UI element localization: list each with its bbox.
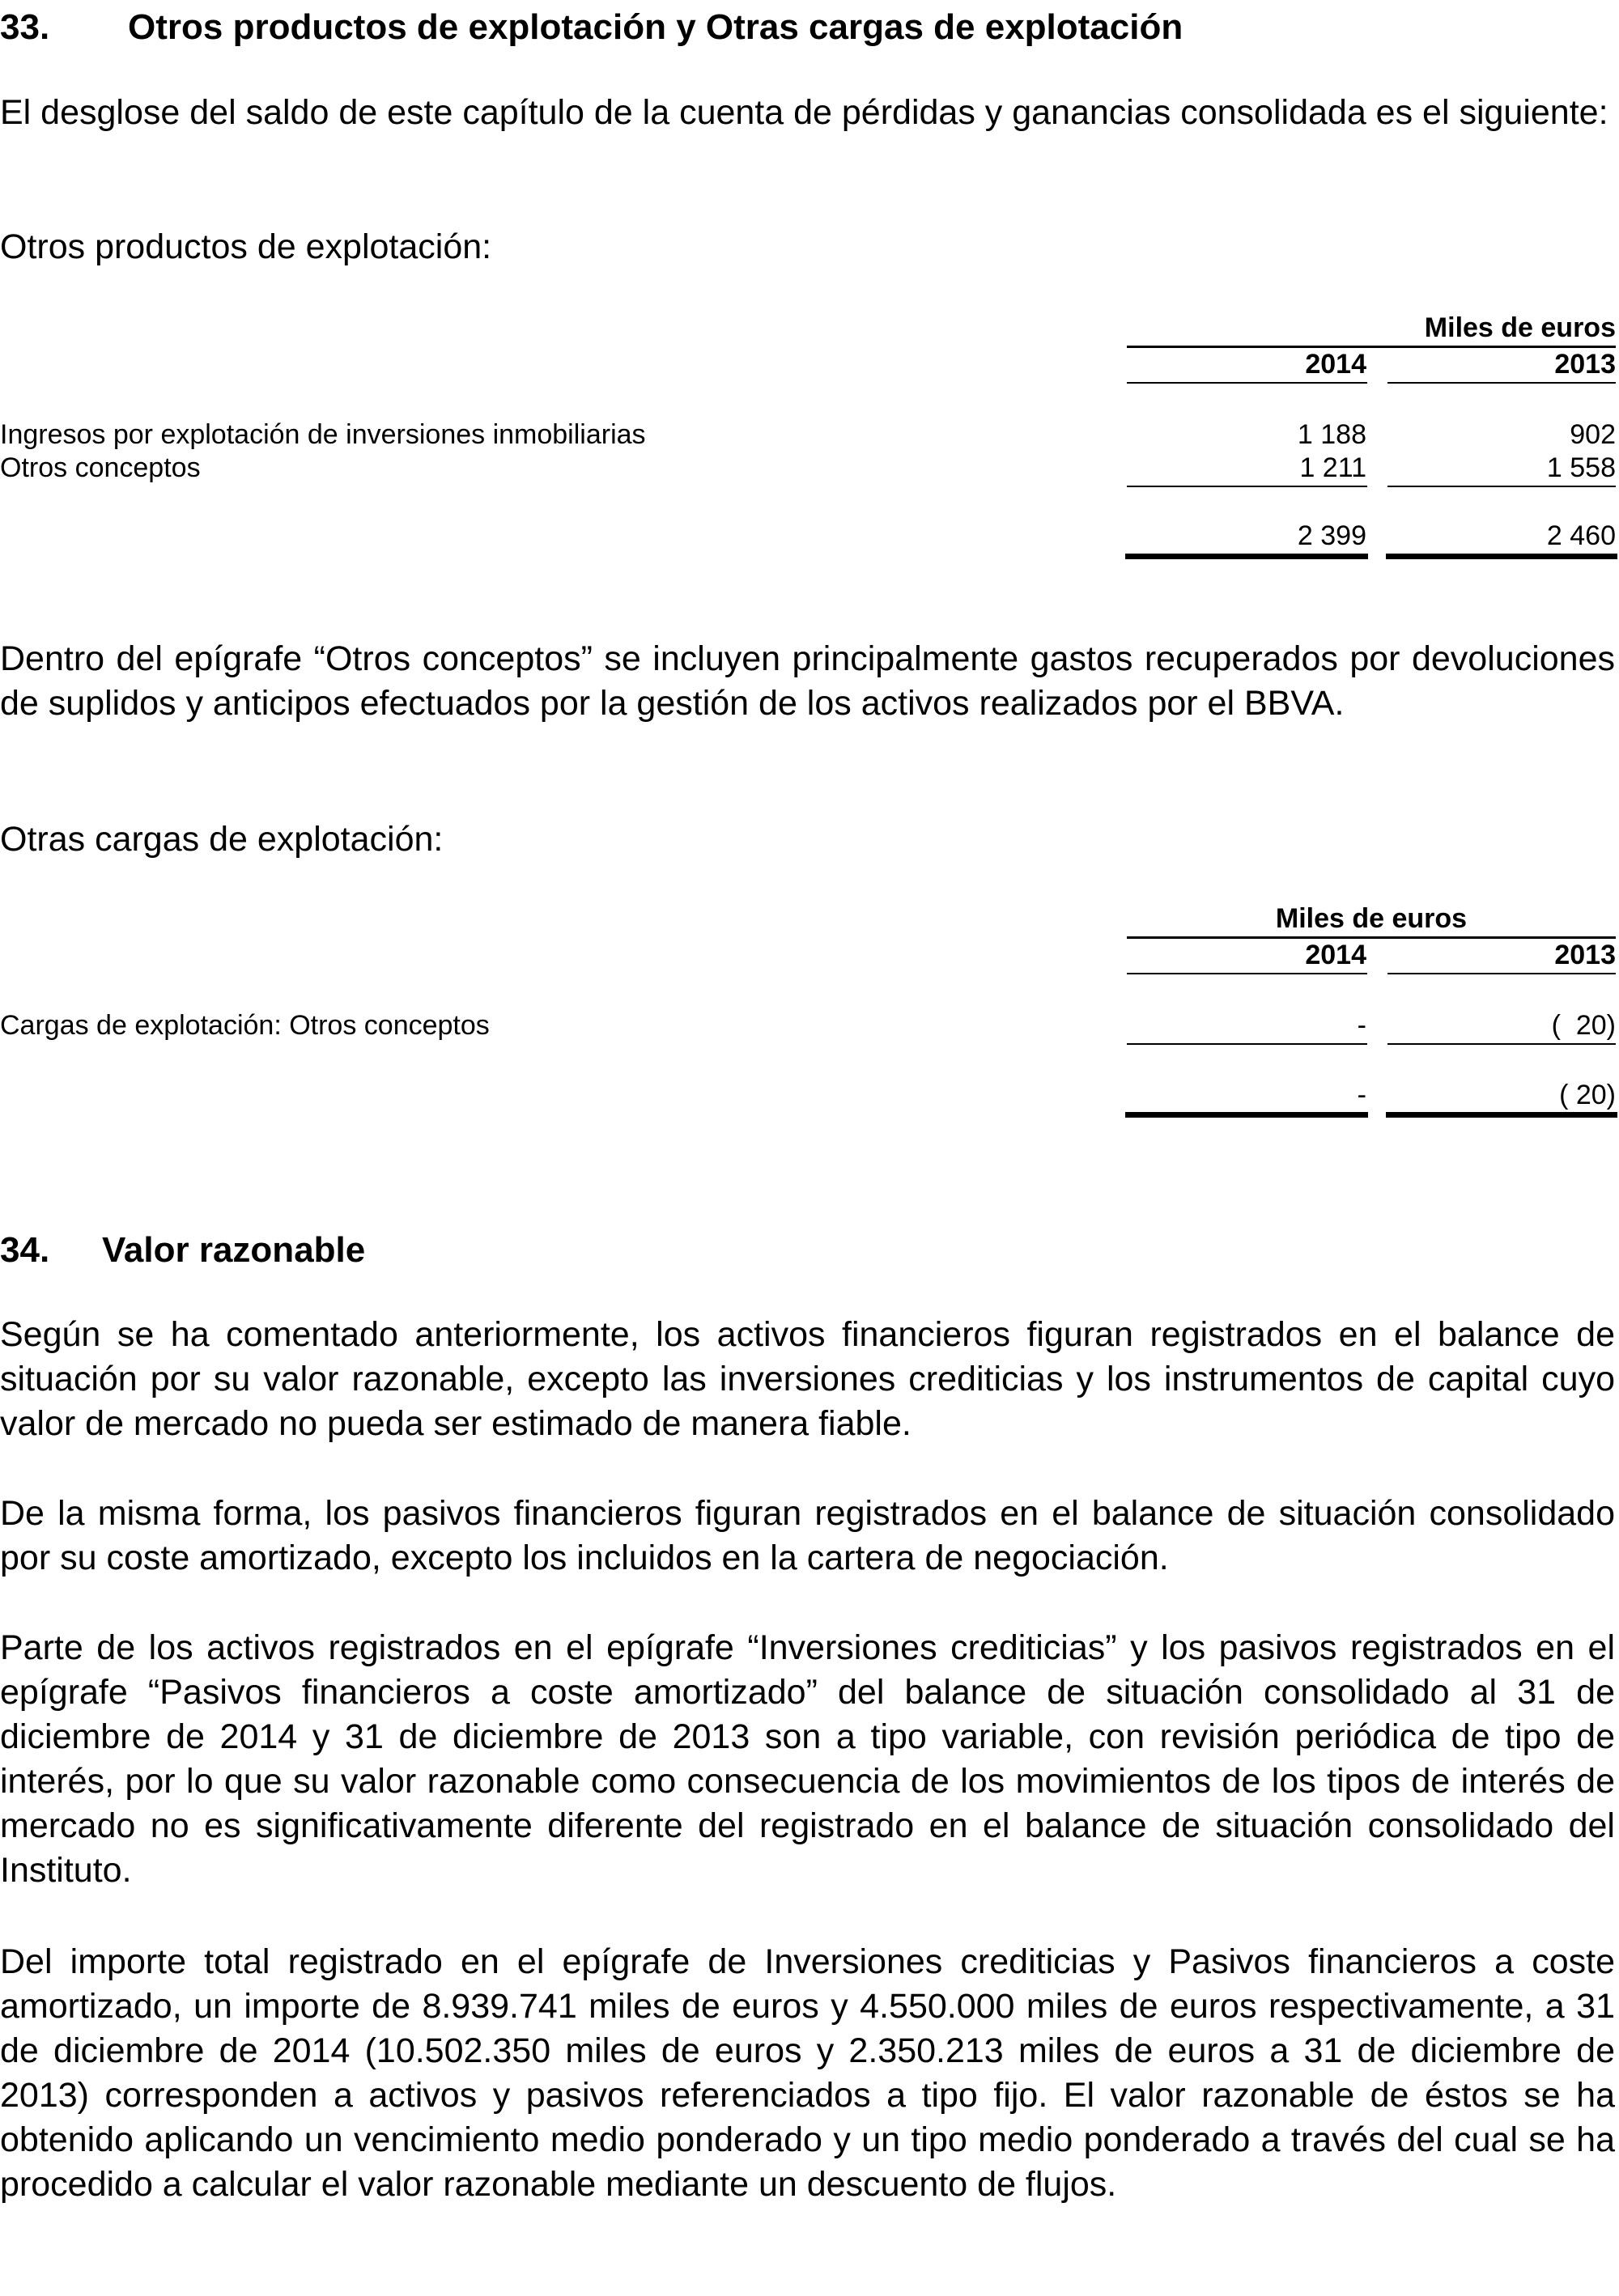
note-paragraph: Dentro del epígrafe “Otros conceptos” se incluyen principalmente gastos recuperados por devoluciones de suplidos y anticipos efectuados por la gestión de los activos realizados por el BBVA. <box>0 639 1615 723</box>
table1-unit-header: Miles de euros <box>1424 312 1616 343</box>
table-row-concept: Otros conceptos <box>0 452 201 483</box>
total-rule <box>1386 554 1617 559</box>
table1-total-2014: 2 399 <box>1297 520 1366 551</box>
table2-col-2013: 2013 <box>1554 940 1616 970</box>
table2-label: Otras cargas de explotación: <box>0 820 444 859</box>
intro-paragraph: El desglose del saldo de este capítulo de la cuenta de pérdidas y ganancias consolidada es el siguiente: <box>0 93 1608 132</box>
section-number: 34. <box>0 1230 50 1270</box>
total-rule <box>1125 1112 1368 1118</box>
table1-total-2013: 2 460 <box>1546 520 1616 551</box>
table2-col-2014: 2014 <box>1305 940 1366 970</box>
table-cell: 1 211 <box>1299 452 1366 483</box>
subtotal-rule <box>1127 486 1367 487</box>
unit-underline <box>1127 346 1616 348</box>
table-cell: - <box>1357 1010 1366 1041</box>
section-33-heading <box>0 5 1183 50</box>
table1-col-2014: 2014 <box>1305 349 1366 380</box>
col-underline <box>1127 382 1367 384</box>
section-title: Otros productos de explotación y Otras cargas de explotación <box>128 7 1183 47</box>
table-row-concept: Cargas de explotación: Otros conceptos <box>0 1010 490 1041</box>
total-rule <box>1386 1112 1617 1118</box>
section-number: 33. <box>0 7 50 47</box>
table2-total-2014: - <box>1357 1080 1366 1110</box>
table1-col-2013: 2013 <box>1554 349 1616 380</box>
col-underline <box>1127 973 1367 974</box>
subtotal-rule <box>1127 1043 1367 1045</box>
subtotal-rule <box>1387 486 1616 487</box>
table-cell: 902 <box>1570 419 1616 450</box>
paragraph: Del importe total registrado en el epígrafe de Inversiones crediticias y Pasivos financieros a coste amortizado, un importe de 8.939.741 miles de euros y 4.550.000 miles de euros respectivamente, a 31 de diciembre de 2014 (10.502.350 miles de euros y 2.350.213 miles de euros a 31 de diciembre de 2013) corresponden a activos y pasivos referenciados a tipo fijo. El valor razonable de éstos se ha obtenido aplicando un vencimiento medio ponderado y un tipo medio ponderado a través del cual se ha procedido a calcular el valor razonable mediante un descuento de flujos. <box>0 1942 1615 2204</box>
total-rule <box>1125 554 1368 559</box>
paragraph: Según se ha comentado anteriormente, los activos financieros figuran registrados en el balance de situación por su valor razonable, excepto las inversiones crediticias y los instrumentos de capital cuyo valor de mercado no pueda ser estimado de manera fiable. <box>0 1315 1615 1443</box>
paragraph: De la misma forma, los pasivos financieros figuran registrados en el balance de situación consolidado por su coste amortizado, excepto los incluidos en la cartera de negociación. <box>0 1494 1615 1577</box>
table2-unit-header: Miles de euros <box>1275 903 1468 934</box>
table-cell: 1 188 <box>1297 419 1366 450</box>
table2-total-2013: ( 20) <box>1559 1080 1616 1110</box>
section-34-heading <box>0 1228 365 1273</box>
table-row-concept: Ingresos por explotación de inversiones inmobiliarias <box>0 419 646 450</box>
col-underline <box>1387 382 1616 384</box>
paragraph: Parte de los activos registrados en el epígrafe “Inversiones crediticias” y los pasivos registrados en el epígrafe “Pasivos financieros a coste amortizado” del balance de situación consolidado al 31 de diciembre de 2014 y 31 de diciembre de 2013 son a tipo variable, con revisión periódica de tipo de interés, por lo que su valor razonable como consecuencia de los movimientos de los tipos de interés de mercado no es significativamente diferente del registrado en el balance de situación consolidado del Instituto. <box>0 1628 1615 1890</box>
unit-underline <box>1127 936 1616 939</box>
table-cell: ( 20) <box>1551 1010 1616 1041</box>
table-cell: 1 558 <box>1546 452 1616 483</box>
table1-label: Otros productos de explotación: <box>0 227 492 266</box>
section-title: Valor razonable <box>102 1230 366 1270</box>
subtotal-rule <box>1387 1043 1616 1045</box>
col-underline <box>1387 973 1616 974</box>
